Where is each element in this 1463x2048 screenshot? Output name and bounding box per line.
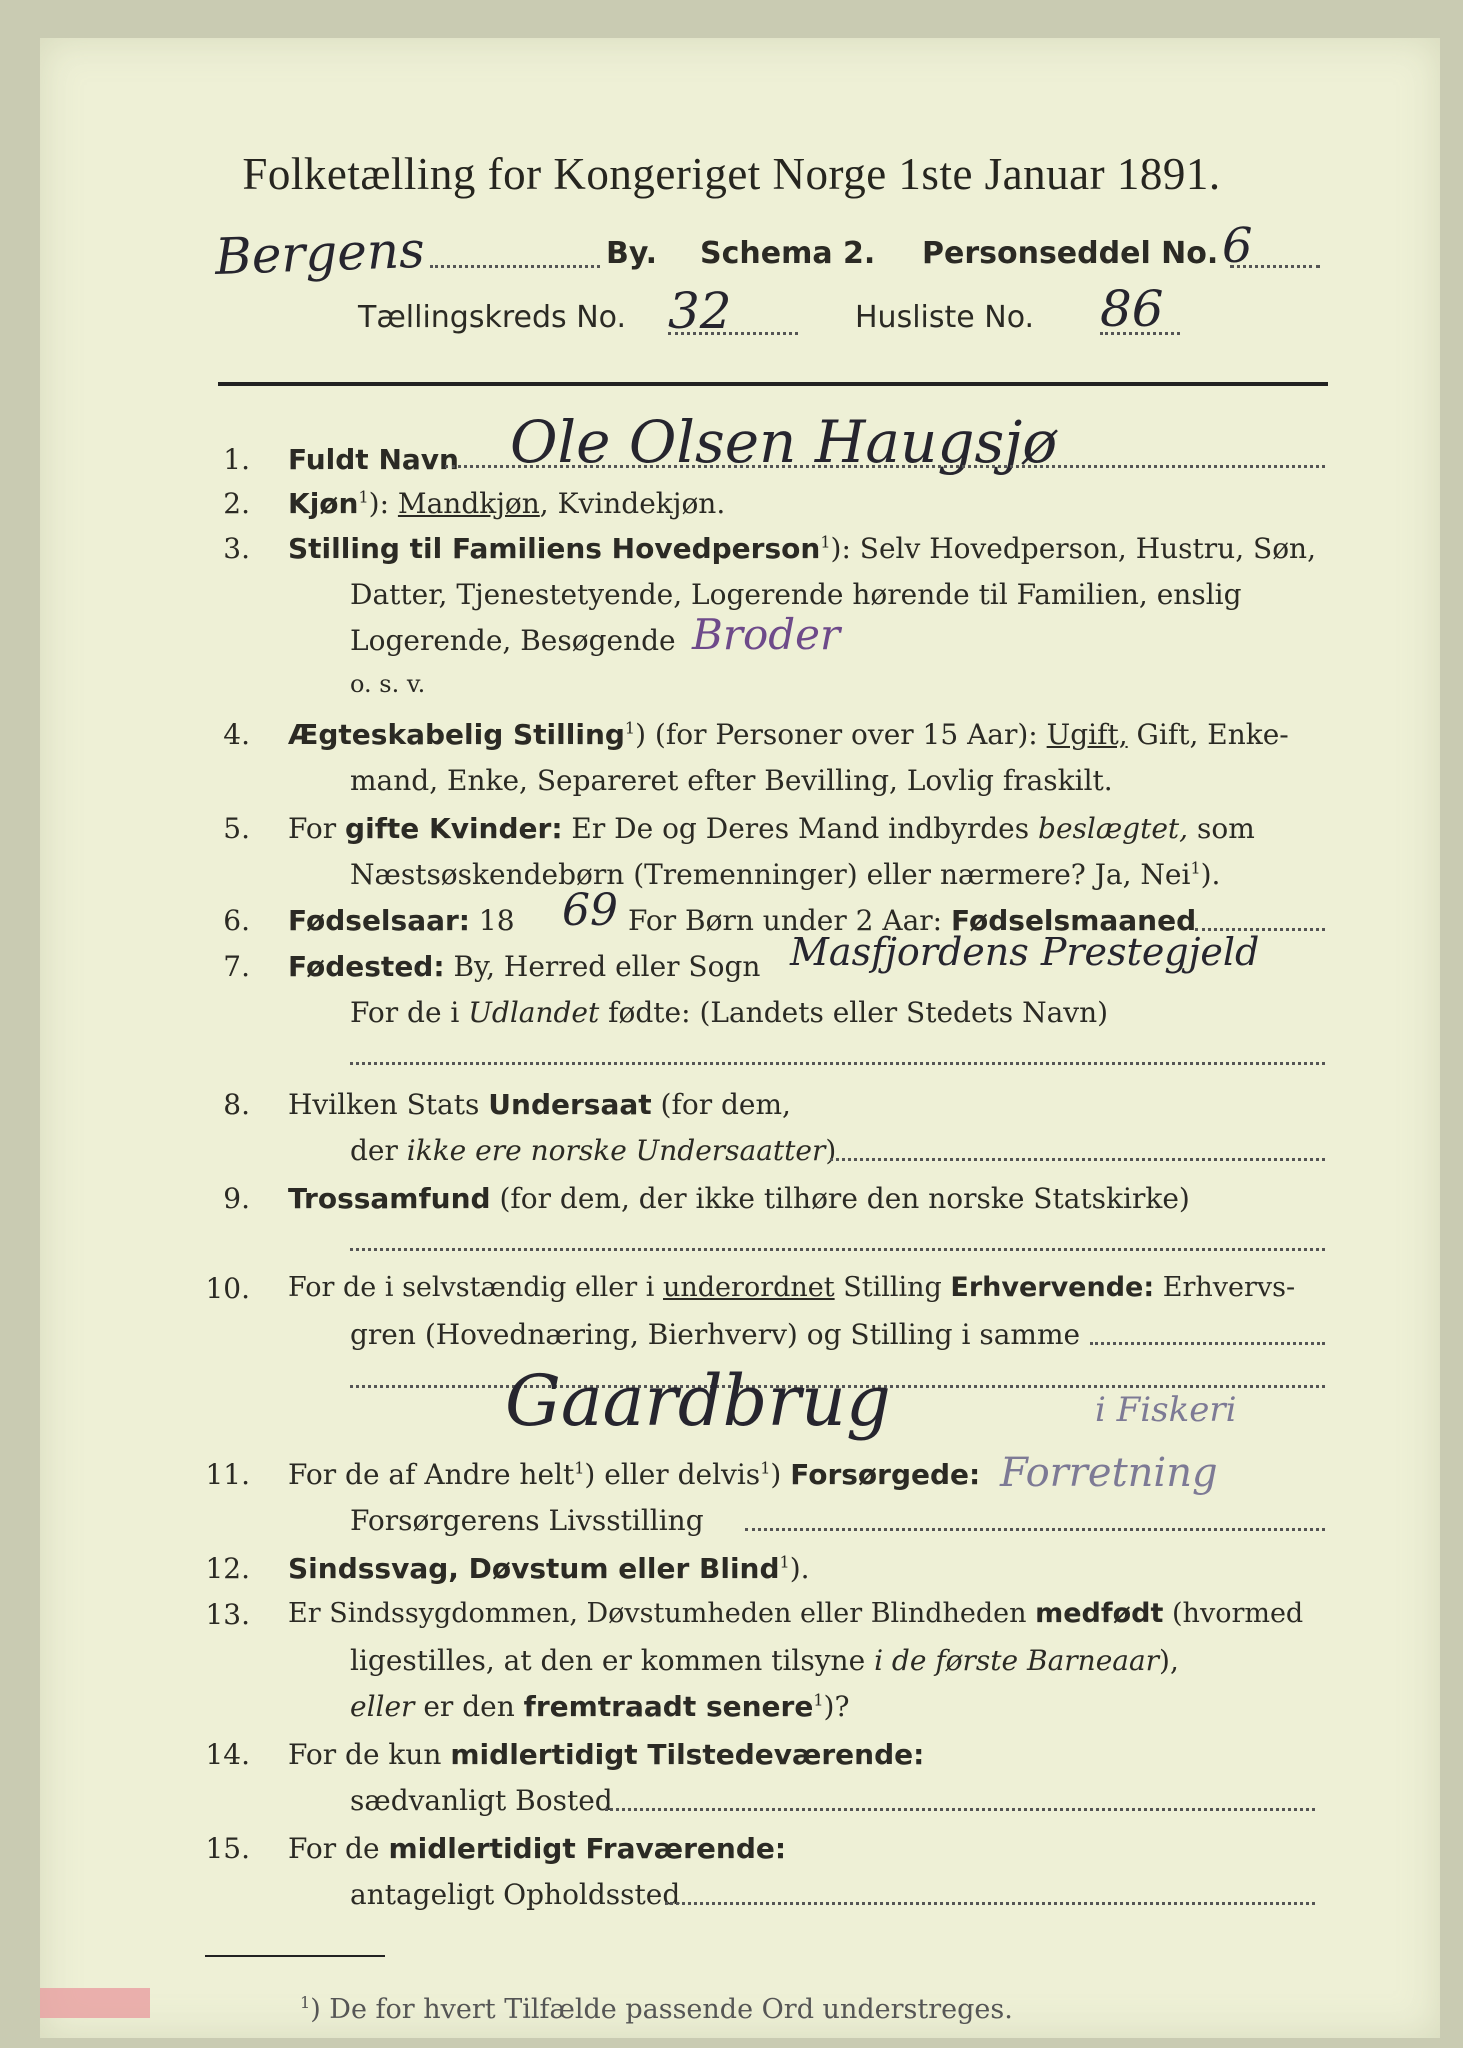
q10-line1 [288, 1272, 1295, 1303]
q3-line1-text: ): Selv Hovedperson, Hustru, Søn, [830, 532, 1316, 565]
q5-line2 [350, 858, 1220, 891]
q1-dots [445, 465, 1325, 468]
q10-text-c: Erhvervs- [1162, 1272, 1296, 1303]
personseddel-handwritten: 6 [1222, 218, 1253, 274]
q4-line2: mand, Enke, Separeret efter Bevilling, Lovlig fraskilt. [350, 764, 1113, 797]
q8-text-a: Hvilken Stats [288, 1088, 480, 1121]
q8-text-b: (for dem, [660, 1088, 791, 1121]
q13-line2 [350, 1644, 1179, 1677]
q7-line1 [288, 950, 760, 983]
q14-label: midlertidigt Tilstedeværende: [450, 1738, 925, 1771]
q11-label: Forsørgede: [790, 1458, 981, 1491]
q15-label: midlertidigt Fraværende: [388, 1832, 787, 1865]
q9-line [288, 1182, 1190, 1215]
q11-sup-b: 1 [760, 1458, 771, 1478]
q13-number: 13. [205, 1598, 250, 1631]
q13-label: medfødt [1035, 1598, 1164, 1629]
q6-label: Fødselsaar: [288, 904, 470, 937]
taellingskreds-handwritten: 32 [668, 282, 732, 340]
footnote-sup: 1 [300, 1993, 311, 2012]
q10-answer-handwritten: Gaardbrug [505, 1360, 891, 1442]
q7-line2b: fødte: (Landets eller Stedets Navn) [608, 996, 1109, 1029]
q15-line2: antageligt Opholdssted [350, 1878, 681, 1911]
q4-ugift: Ugift, [1046, 718, 1128, 751]
q14-line1 [288, 1738, 924, 1771]
q12-rest: ). [789, 1552, 810, 1585]
q5-label: gifte Kvinder: [345, 812, 563, 845]
pink-marker [40, 1988, 150, 2018]
q7-dots [350, 1062, 1325, 1065]
q11-dots [745, 1528, 1325, 1531]
q2-number: 2. [223, 487, 250, 520]
q3-answer-handwritten: Broder [692, 610, 841, 659]
q13-line3b: )? [823, 1690, 850, 1723]
q5-beslaegtet: beslægtet, [1038, 812, 1189, 845]
personseddel-dots [1230, 265, 1320, 268]
q5-text-a: Er De og Deres Mand indbyrdes [571, 812, 1030, 845]
q10-text-a: For de i selvstændig eller i [288, 1272, 655, 1303]
q10-answer2-handwritten: i Fiskeri [1095, 1390, 1237, 1430]
q4-line1 [288, 718, 1289, 751]
q5-line1 [288, 812, 1255, 845]
city-handwritten: Bergens [213, 220, 426, 286]
q3-line3: Logerende, Besøgende [350, 624, 676, 657]
taellingskreds-label: Tællingskreds No. [358, 300, 626, 335]
q9-dots [350, 1248, 1325, 1251]
q8-line2a: der [350, 1134, 398, 1167]
q6-year-handwritten: 69 [562, 885, 618, 936]
q5-text-b: som [1196, 812, 1255, 845]
q2-sup: 1 [358, 487, 369, 507]
q8-label: Undersaat [488, 1088, 652, 1121]
q11-text-a: For de af Andre helt [288, 1458, 575, 1491]
q4-text-b: Gift, Enke- [1136, 718, 1289, 751]
footnote-text: ) De for hvert Tilfælde passende Ord understreges. [310, 1994, 1013, 2025]
husliste-label: Husliste No. [855, 300, 1035, 335]
q2-kvindekjon: , Kvindekjøn. [539, 487, 726, 520]
q7-line1-text: By, Herred eller Sogn [453, 950, 761, 983]
q10-dots-a [1090, 1342, 1325, 1345]
taellingskreds-dots [668, 332, 798, 335]
q15-number: 15. [205, 1832, 250, 1865]
q3-line1 [288, 532, 1316, 565]
q8-dots [830, 1158, 1325, 1161]
q13-line1 [288, 1598, 1303, 1629]
q13-sup: 1 [813, 1690, 824, 1710]
q14-number: 14. [205, 1738, 250, 1771]
q4-label: Ægteskabelig Stilling [288, 718, 625, 751]
q7-answer-handwritten: Masfjordens Prestegjeld [790, 930, 1260, 974]
q9-rest: (for dem, der ikke tilhøre den norske Statskirke) [499, 1182, 1190, 1215]
q1-name-handwritten: Ole Olsen Haugsjø [510, 408, 1058, 476]
q3-line4: o. s. v. [350, 670, 426, 698]
q9-number: 9. [223, 1182, 250, 1215]
q13-line3 [350, 1690, 849, 1723]
q3-label: Stilling til Familiens Hovedperson [288, 532, 821, 565]
q15-dots [665, 1902, 1315, 1905]
q4-sup: 1 [624, 718, 636, 738]
q6-mid: For Børn under 2 Aar: [628, 904, 943, 937]
q8-number: 8. [223, 1088, 250, 1121]
q2-rest: ): [368, 487, 390, 520]
q13-line2b: ), [1159, 1644, 1179, 1677]
q3-line2: Datter, Tjenestetyende, Logerende hørende til Familien, enslig [350, 578, 1242, 611]
q3-number: 3. [223, 532, 250, 565]
form-title: Folketælling for Kongeriget Norge 1ste Januar 1891. [242, 149, 1221, 199]
footnote [300, 1993, 1013, 2025]
q3-sup: 1 [820, 532, 831, 552]
q11-line2: Forsørgerens Livsstilling [350, 1504, 704, 1537]
husliste-dots [1100, 332, 1180, 335]
q10-label: Erhvervende: [950, 1272, 1155, 1303]
q11-number: 11. [205, 1458, 250, 1491]
q9-label: Trossamfund [288, 1182, 491, 1215]
q13-text-b: (hvormed [1172, 1598, 1304, 1629]
q12-label: Sindssvag, Døvstum eller Blind [288, 1552, 780, 1585]
q13-text-a: Er Sindssygdommen, Døvstumheden eller Blindheden [288, 1598, 1027, 1629]
q12-number: 12. [205, 1552, 250, 1585]
q14-line2: sædvanligt Bosted [350, 1784, 613, 1817]
q13-label2: fremtraadt senere [523, 1690, 814, 1723]
q5-line2-text: Næstsøskendebørn (Tremenninger) eller nærmere? Ja, Nei [350, 858, 1191, 891]
q10-text-b: Stilling [843, 1272, 942, 1303]
q11-line1 [288, 1458, 980, 1491]
q12-line [288, 1552, 810, 1585]
footnote-rule [205, 1955, 385, 1957]
q5-sup: 1 [1190, 858, 1201, 878]
q13-line3a: er den [423, 1690, 515, 1723]
q7-udlandet: Udlandet [468, 996, 600, 1029]
personseddel-label: Personseddel No. [922, 236, 1219, 271]
q13-line2-italic: i de første Barneaar [874, 1644, 1160, 1677]
q14-pre: For de kun [288, 1738, 442, 1771]
header-rule [218, 382, 1328, 386]
q11-text-b: ) eller delvis [584, 1458, 761, 1491]
q4-text-a: ) (for Personer over 15 Aar): [635, 718, 1038, 751]
q14-dots [605, 1808, 1315, 1811]
q10-line2: gren (Hovednæring, Bierhverv) og Stilling i samme [350, 1318, 1081, 1351]
q5-pre: For [288, 812, 337, 845]
q4-number: 4. [223, 718, 250, 751]
q8-line2-italic: ikke ere norske Undersaatter [406, 1134, 826, 1167]
q8-line2 [350, 1134, 836, 1167]
q1-number: 1. [223, 443, 250, 476]
husliste-handwritten: 86 [1100, 280, 1164, 338]
q8-line1 [288, 1088, 791, 1121]
q2-label: Kjøn [288, 487, 359, 520]
q2-mandkjon: Mandkjøn [397, 487, 540, 520]
by-label: By. [606, 236, 658, 271]
q13-line2a: ligestilles, at den er kommen tilsyne [350, 1644, 866, 1677]
q5-number: 5. [223, 812, 250, 845]
q10-underordnet: underordnet [663, 1272, 835, 1303]
q6-label2: Fødselsmaaned [951, 904, 1197, 937]
q1-label: Fuldt Navn [288, 443, 459, 476]
city-dots [430, 265, 600, 268]
q11-text-c: ) [770, 1458, 782, 1491]
q13-line3-italic: eller [350, 1690, 415, 1723]
q15-pre: For de [288, 1832, 380, 1865]
schema-label: Schema 2. [700, 236, 876, 271]
q15-line1 [288, 1832, 786, 1865]
q11-sup-a: 1 [574, 1458, 585, 1478]
q6-line [288, 904, 515, 937]
q8-line2b: ) [825, 1134, 837, 1167]
q2-line [288, 487, 725, 520]
q7-line2a: For de i [350, 996, 460, 1029]
q5-line2-end: ). [1200, 858, 1221, 891]
q7-line2 [350, 996, 1108, 1029]
q12-sup: 1 [779, 1552, 790, 1572]
q10-number: 10. [205, 1272, 250, 1305]
q11-answer-handwritten: Forretning [1000, 1450, 1218, 1496]
q7-number: 7. [223, 950, 250, 983]
q6-year-prefix: 18 [478, 904, 515, 937]
q6-number: 6. [223, 904, 250, 937]
q7-label: Fødested: [288, 950, 445, 983]
